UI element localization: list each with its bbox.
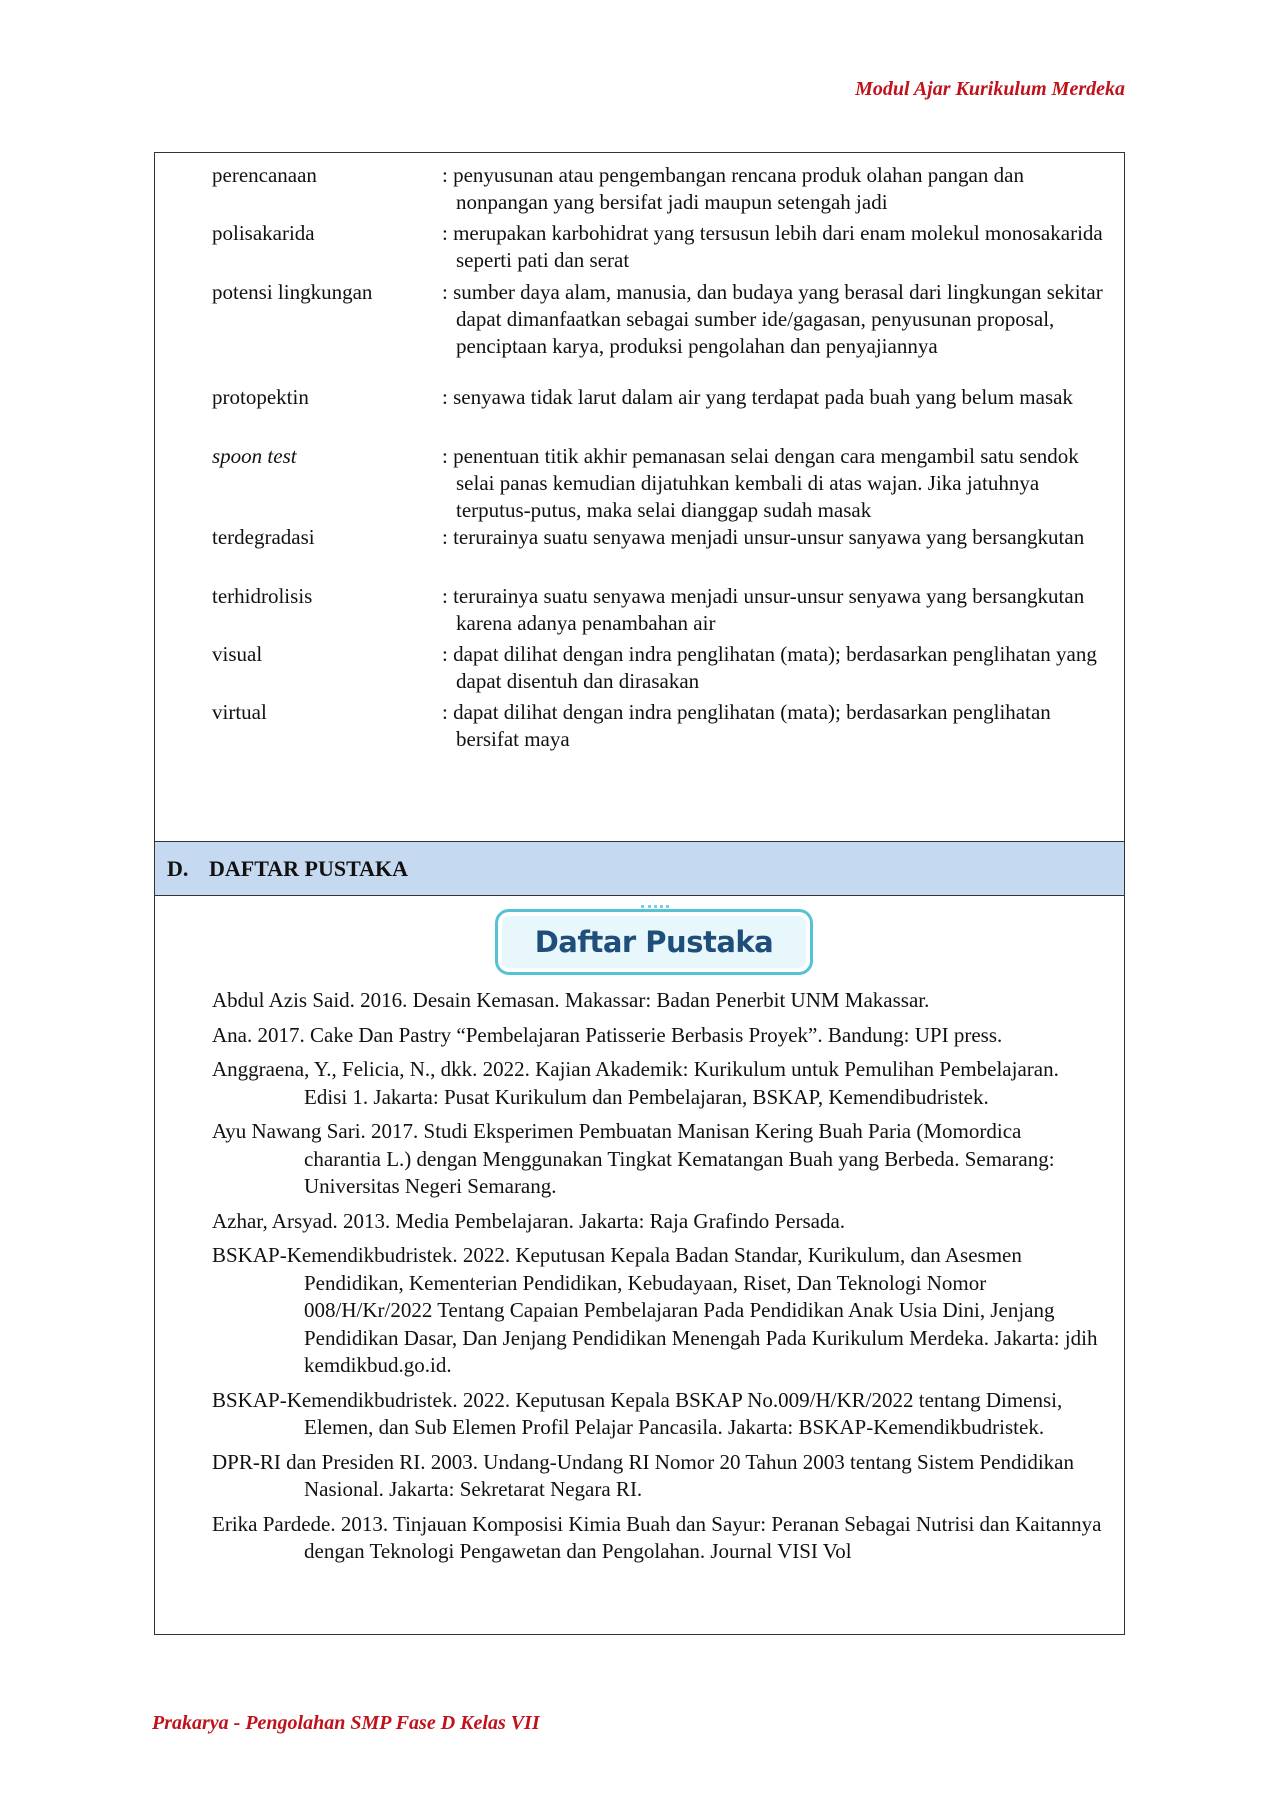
- reference-item: Erika Pardede. 2013. Tinjauan Komposisi Kimia Buah dan Sayur: Peranan Sebagai Nutrisi dan Kaitannya dengan Teknologi Pengawetan dan Pengolahan. Journal VISI Vol: [212, 1511, 1102, 1563]
- glossary-term: terhidrolisis: [212, 584, 313, 608]
- glossary-definition: : penentuan titik akhir pemanasan selai dengan cara mengambil satu sendok selai panas kemudian dijatuhkan kembali di atas wajan. Jika jatuhnya terputus-putus, maka selai dianggap sudah masak: [442, 444, 1079, 522]
- section-title: DAFTAR PUSTAKA: [209, 856, 409, 881]
- running-footer: Prakarya - Pengolahan SMP Fase D Kelas VII: [152, 1712, 540, 1734]
- badge-frame: [495, 909, 813, 975]
- reference-item: Ana. 2017. Cake Dan Pastry “Pembelajaran Patisserie Berbasis Proyek”. Bandung: UPI press.: [212, 1022, 1003, 1047]
- reference-item: DPR-RI dan Presiden RI. 2003. Undang-Undang RI Nomor 20 Tahun 2003 tentang Sistem Pendidikan Nasional. Jakarta: Sekretarat Negara RI.: [212, 1449, 1074, 1501]
- reference-item: Azhar, Arsyad. 2013. Media Pembelajaran. Jakarta: Raja Grafindo Persada.: [212, 1208, 846, 1233]
- content-frame: [154, 152, 1125, 1635]
- section-letter: D.: [167, 856, 189, 881]
- glossary-term: spoon test: [212, 444, 297, 468]
- reference-item: Anggraena, Y., Felicia, N., dkk. 2022. Kajian Akademik: Kurikulum untuk Pemulihan Pembelajaran. Edisi 1. Jakarta: Pusat Kurikulum dan Pembelajaran, BSKAP, Kemendibudristek.: [212, 1057, 1059, 1109]
- glossary-definition: : sumber daya alam, manusia, dan budaya yang berasal dari lingkungan sekitar dapat dimanfaatkan sebagai sumber ide/gagasan, penyusunan proposal, penciptaan karya, produksi pengolahan dan penyajiannya: [442, 280, 1103, 358]
- glossary-definition: : dapat dilihat dengan indra penglihatan (mata); berdasarkan penglihatan yang dapat disentuh dan dirasakan: [442, 642, 1097, 693]
- glossary-term: protopektin: [212, 385, 309, 409]
- daftar-pustaka-badge: [495, 905, 815, 977]
- glossary-definition: : terurainya suatu senyawa menjadi unsur-unsur sanyawa yang bersangkutan: [442, 525, 1085, 549]
- reference-item: BSKAP-Kemendikbudristek. 2022. Keputusan Kepala BSKAP No.009/H/KR/2022 tentang Dimensi, Elemen, dan Sub Elemen Profil Pelajar Pancasila. Jakarta: BSKAP-Kemendikbudristek.: [212, 1387, 1063, 1439]
- glossary-definition: : penyusunan atau pengembangan rencana produk olahan pangan dan nonpangan yang bersifat jadi maupun setengah jadi: [442, 163, 1024, 214]
- glossary-term: potensi lingkungan: [212, 280, 373, 304]
- reference-item: Abdul Azis Said. 2016. Desain Kemasan. Makassar: Badan Penerbit UNM Makassar.: [212, 988, 930, 1012]
- glossary-term: visual: [212, 642, 263, 666]
- glossary-term: terdegradasi: [212, 525, 315, 549]
- reference-item: Ayu Nawang Sari. 2017. Studi Eksperimen Pembuatan Manisan Kering Buah Paria (Momordica charantia L.) dengan Menggunakan Tingkat Kematangan Buah yang Berbeda. Semarang: Universitas Negeri Semarang.: [212, 1119, 1055, 1198]
- glossary-term: perencanaan: [212, 163, 317, 187]
- glossary-definition: : dapat dilihat dengan indra penglihatan (mata); berdasarkan penglihatan bersifat maya: [442, 700, 1051, 751]
- running-header: Modul Ajar Kurikulum Merdeka: [855, 78, 1125, 100]
- reference-item: BSKAP-Kemendikbudristek. 2022. Keputusan Kepala Badan Standar, Kurikulum, dan Asesmen Pendidikan, Kementerian Pendidikan, Kebudayaan, Riset, Dan Teknologi Nomor 008/H/Kr/2022 Tentang Capaian Pembelajaran Pada Pendidikan Anak Usia Dini, Jenjang Pendidikan Dasar, Dan Jenjang Pendidikan Menengah Pada Kurikulum Merdeka. Jakarta: jdih kemdikbud.go.id.: [212, 1243, 1098, 1377]
- glossary-term: polisakarida: [212, 221, 315, 245]
- reference-list: [212, 987, 1102, 1573]
- glossary-definition: : merupakan karbohidrat yang tersusun lebih dari enam molekul monosakarida seperti pati dan serat: [442, 221, 1103, 272]
- glossary-list: [155, 153, 1124, 841]
- glossary-term: virtual: [212, 700, 267, 724]
- badge-label: Daftar Pustaka: [534, 925, 774, 959]
- glossary-definition: : terurainya suatu senyawa menjadi unsur-unsur senyawa yang bersangkutan karena adanya penambahan air: [442, 584, 1085, 635]
- glossary-definition: : senyawa tidak larut dalam air yang terdapat pada buah yang belum masak: [442, 385, 1073, 409]
- section-header: [155, 841, 1124, 896]
